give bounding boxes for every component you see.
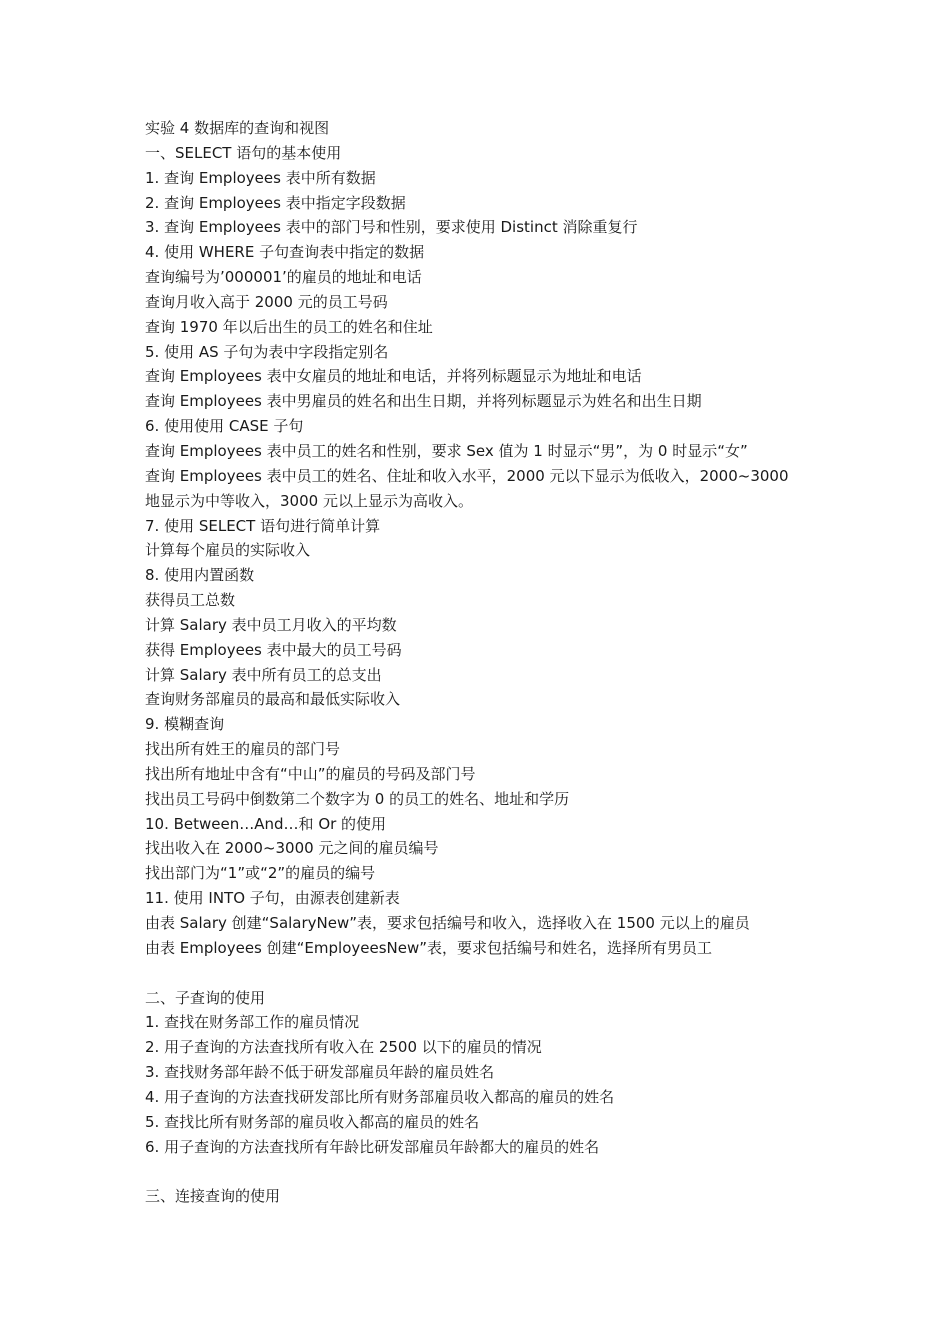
section-1-line: 计算每个雇员的实际收入 <box>145 541 311 560</box>
section-1-line: 查询 Employees 表中员工的姓名和性别，要求 Sex 值为 1 时显示“男”，为 0 时显示“女” <box>145 441 748 460</box>
section-1-line: 查询 Employees 表中员工的姓名、住址和收入水平，2000 元以下显示为低收入，2000~3000 <box>145 466 789 485</box>
section-1-line: 1. 查询 Employees 表中所有数据 <box>145 168 376 187</box>
section-2-line: 4. 用子查询的方法查找研发部比所有财务部雇员收入都高的雇员的姓名 <box>145 1087 615 1106</box>
section-2-heading: 二、子查询的使用 <box>145 988 266 1007</box>
section-2-line: 5. 查找比所有财务部的雇员收入都高的雇员的姓名 <box>145 1112 480 1131</box>
section-1-line: 找出所有地址中含有“中山”的雇员的号码及部门号 <box>145 764 476 783</box>
section-1-line: 地显示为中等收入，3000 元以上显示为高收入。 <box>145 491 473 510</box>
section-1-line: 查询 Employees 表中男雇员的姓名和出生日期，并将列标题显示为姓名和出生日期 <box>145 392 702 411</box>
section-1-line: 查询 Employees 表中女雇员的地址和电话，并将列标题显示为地址和电话 <box>145 367 642 386</box>
section-2-line: 2. 用子查询的方法查找所有收入在 2500 以下的雇员的情况 <box>145 1038 542 1057</box>
section-1-line: 由表 Salary 创建“SalaryNew”表，要求包括编号和收入，选择收入在 1500 元以上的雇员 <box>145 914 750 932</box>
section-1-line: 7. 使用 SELECT 语句进行简单计算 <box>145 516 381 535</box>
section-1-heading: 一、SELECT 语句的基本使用 <box>145 143 342 162</box>
section-1-line: 找出收入在 2000~3000 元之间的雇员编号 <box>145 839 439 858</box>
section-1-line: 5. 使用 AS 子句为表中字段指定别名 <box>145 342 389 361</box>
section-2-line: 1. 查找在财务部工作的雇员情况 <box>145 1013 360 1032</box>
section-1-line: 找出员工号码中倒数第二个数字为 0 的员工的姓名、地址和学历 <box>145 789 570 808</box>
section-1-line: 获得 Employees 表中最大的员工号码 <box>145 640 402 659</box>
section-1-line: 4. 使用 WHERE 子句查询表中指定的数据 <box>145 243 425 262</box>
section-1-line: 查询财务部雇员的最高和最低实际收入 <box>145 690 401 709</box>
section-1-line: 找出部门为“1”或“2”的雇员的编号 <box>145 864 376 883</box>
section-3-heading: 三、连接查询的使用 <box>145 1187 281 1206</box>
document-title: 实验 4 数据库的查询和视图 <box>145 119 330 137</box>
section-2-line: 3. 查找财务部年龄不低于研发部雇员年龄的雇员姓名 <box>145 1063 495 1082</box>
section-1-line: 由表 Employees 创建“EmployeesNew”表，要求包括编号和姓名，选择所有男员工 <box>145 938 713 957</box>
section-1-line: 6. 使用使用 CASE 子句 <box>145 417 304 436</box>
section-1-line: 8. 使用内置函数 <box>145 566 255 585</box>
section-1-line: 9. 模糊查询 <box>145 715 225 734</box>
section-1-line: 查询编号为’000001’的雇员的地址和电话 <box>145 268 422 287</box>
document-page <box>145 116 845 1209</box>
section-1-line: 找出所有姓王的雇员的部门号 <box>145 740 341 759</box>
section-1-line: 2. 查询 Employees 表中指定字段数据 <box>145 193 406 212</box>
section-1-line: 3. 查询 Employees 表中的部门号和性别，要求使用 Distinct 消除重复行 <box>145 218 638 237</box>
section-1-line: 计算 Salary 表中所有员工的总支出 <box>145 665 382 684</box>
section-1-line: 查询 1970 年以后出生的员工的姓名和住址 <box>145 317 433 336</box>
paragraph-spacer <box>145 1159 845 1184</box>
section-1-line: 10. Between…And…和 Or 的使用 <box>145 814 387 833</box>
section-1-line: 查询月收入高于 2000 元的员工号码 <box>145 292 388 311</box>
section-2-line: 6. 用子查询的方法查找所有年龄比研发部雇员年龄都大的雇员的姓名 <box>145 1137 600 1156</box>
section-1-line: 计算 Salary 表中员工月收入的平均数 <box>145 615 397 634</box>
section-1-line: 11. 使用 INTO 子句，由源表创建新表 <box>145 889 400 908</box>
section-1-line: 获得员工总数 <box>145 591 236 610</box>
paragraph-spacer <box>145 961 845 986</box>
